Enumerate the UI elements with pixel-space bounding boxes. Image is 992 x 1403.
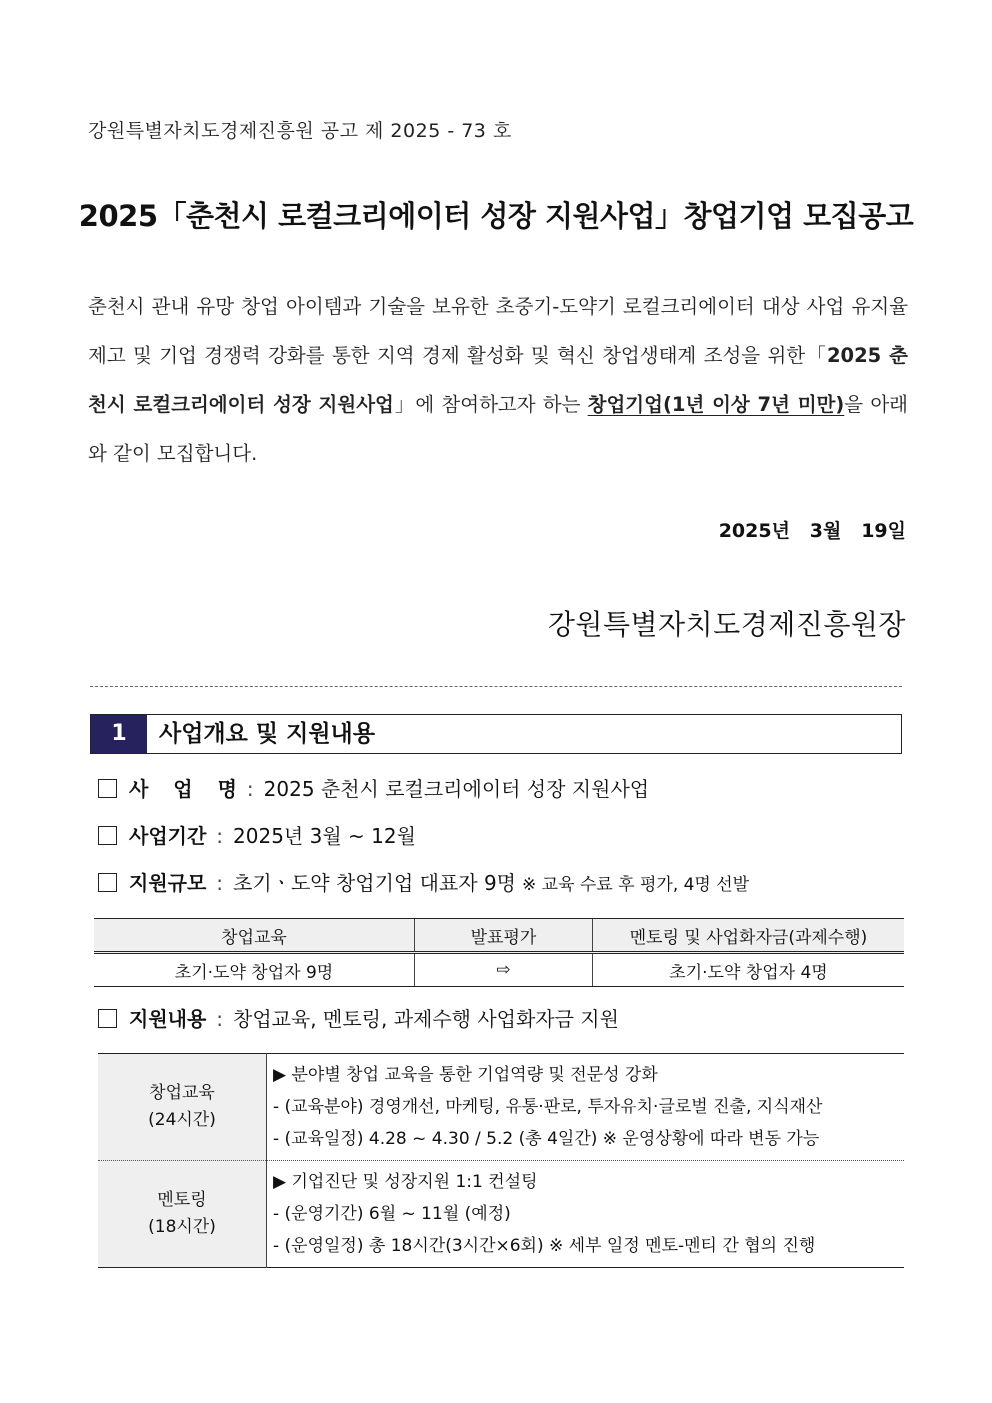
table-cell: 초기·도약 창업자 9명 [94, 953, 415, 987]
program-details [267, 1054, 905, 1161]
program-name: 멘토링 [157, 1190, 207, 1210]
detail-line: ▶ 분야별 창업 교육을 통한 기업역량 및 전문성 강화 [273, 1065, 658, 1085]
detail-line: - (교육분야) 경영개선, 마케팅, 유통·판로, 투자유치·글로벌 진출, 지식재산 [273, 1097, 823, 1117]
program-hours: (24시간) [148, 1110, 216, 1130]
intro-text-3: 을 아래와 같이 모집합니다. [88, 393, 908, 465]
program-cell [98, 1161, 267, 1268]
table-row [94, 953, 904, 987]
support-detail-table [98, 1053, 904, 1268]
page-title: 2025「춘천시 로컬크리에이터 성장 지원사업」창업기업 모집공고 [78, 199, 914, 233]
intro-text-2: 」에 참여하고자 하는 [393, 393, 588, 416]
table-header-row [94, 919, 904, 953]
item-support-content [98, 1003, 619, 1032]
item-label: 사 업 명 [129, 777, 246, 801]
process-table [94, 918, 904, 987]
item-value: 2025 춘천시 로컬크리에이터 성장 지원사업 [263, 777, 650, 801]
item-label: 지원내용 [129, 1007, 207, 1031]
checkbox-icon [98, 873, 117, 892]
checkbox-icon [98, 779, 117, 798]
section-title: 사업개요 및 지원내용 [159, 721, 375, 747]
intro-target: 창업기업(1년 이상 7년 미만) [587, 393, 845, 416]
program-hours: (18시간) [148, 1217, 216, 1237]
table-cell: 초기·도약 창업자 4명 [593, 953, 905, 987]
item-value: 창업교육, 멘토링, 과제수행 사업화자금 지원 [233, 1007, 619, 1031]
program-cell [98, 1054, 267, 1161]
checkbox-icon [98, 1009, 117, 1028]
detail-line: - (운영일정) 총 18시간(3시간×6회) ※ 세부 일정 멘토-멘티 간 협의 진행 [273, 1236, 816, 1256]
section-number: 1 [91, 715, 147, 753]
item-separator: : [216, 824, 224, 848]
item-value: 2025년 3월 ~ 12월 [233, 824, 416, 848]
item-business-name [98, 773, 649, 802]
table-header: 발표평가 [415, 919, 593, 953]
dashed-divider [90, 686, 902, 687]
intro-program-name: 2025 춘천시 로컬크리에이터 성장 지원사업 [88, 344, 909, 416]
program-name: 창업교육 [149, 1083, 215, 1103]
detail-line: - (운영기간) 6월 ~ 11월 (예정) [273, 1204, 511, 1224]
notice-number: 강원특별자치도경제진흥원 공고 제 2025 - 73 호 [88, 120, 512, 142]
item-value: 초기ㆍ도약 창업기업 대표자 9명 [233, 871, 516, 895]
intro-text-1: 춘천시 관내 유망 창업 아이템과 기술을 보유한 초중기-도약기 로컬크리에이터 대상 사업 유지율 제고 및 기업 경쟁력 강화를 통한 지역 경제 활성화 및 혁신 창업생태계 조성을 위한「 [88, 295, 908, 367]
item-separator: : [216, 1007, 224, 1031]
table-row [98, 1161, 904, 1268]
table-row [98, 1054, 904, 1161]
item-label: 사업기간 [129, 824, 207, 848]
detail-line: - (교육일정) 4.28 ~ 4.30 / 5.2 (총 4일간) ※ 운영상황에 따라 변동 가능 [273, 1129, 820, 1149]
arrow-icon: ⇨ [415, 953, 593, 987]
section-header [90, 714, 902, 754]
item-note: ※ 교육 수료 후 평가, 4명 선발 [522, 875, 750, 895]
checkbox-icon [98, 826, 117, 845]
detail-line: ▶ 기업진단 및 성장지원 1:1 컨설팅 [273, 1172, 538, 1192]
issuer-name: 강원특별자치도경제진흥원장 [547, 608, 906, 641]
item-support-scale [98, 867, 749, 896]
program-details [267, 1161, 905, 1268]
item-separator: : [246, 777, 254, 801]
item-business-period [98, 820, 416, 849]
item-label: 지원규모 [129, 871, 207, 895]
table-header: 멘토링 및 사업화자금(과제수행) [593, 919, 905, 953]
item-separator: : [216, 871, 224, 895]
announcement-date: 2025년 3월 19일 [718, 520, 906, 542]
table-header: 창업교육 [94, 919, 415, 953]
intro-paragraph [88, 282, 908, 478]
